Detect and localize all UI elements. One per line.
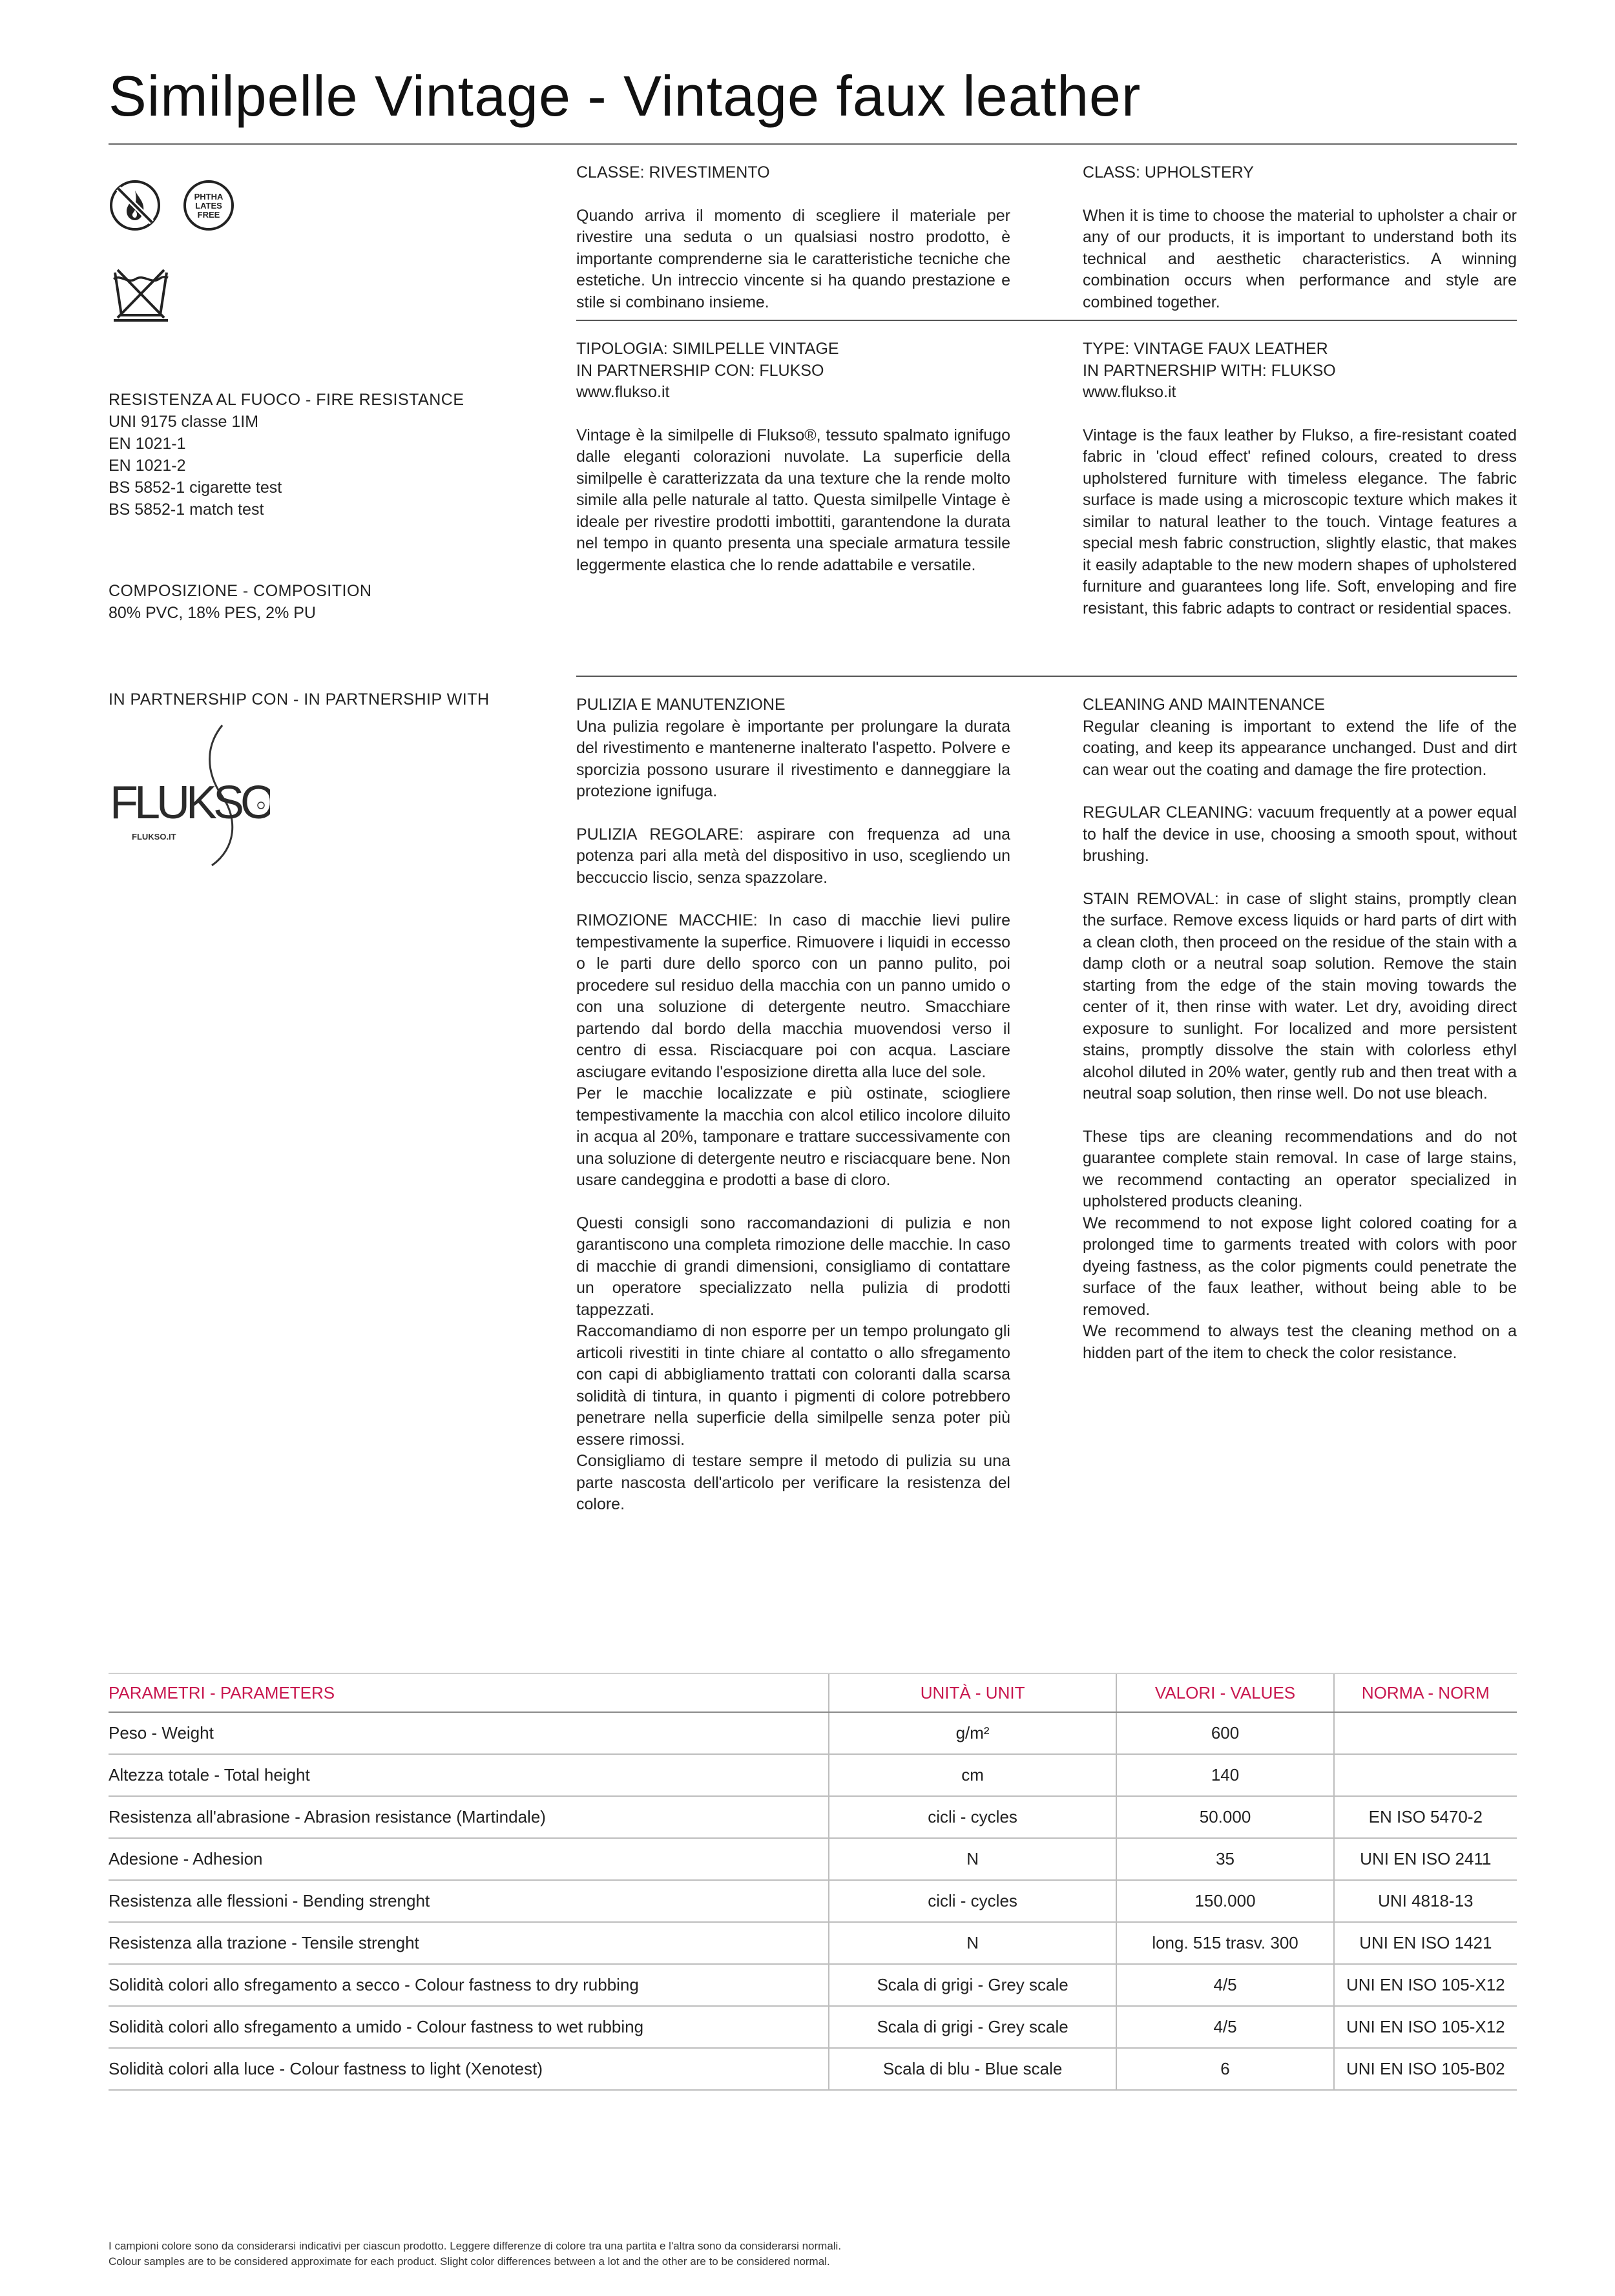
en-advice-text-2: We recommend to not expose light colored coating for a prolonged time to garments treated with colors with poor dyeing fastness, as the color pigments could penetrate the surface of the faux leather, without being able to be removed.	[1083, 1214, 1517, 1319]
it-cleaning-heading: PULIZIA E MANUTENZIONE	[576, 696, 786, 714]
param-value: 140	[1116, 1754, 1333, 1796]
phthalates-free-icon	[182, 179, 235, 232]
param-unit: cicli - cycles	[829, 1796, 1117, 1838]
header-norm: NORMA - NORM	[1334, 1673, 1517, 1712]
table-row	[109, 1796, 1517, 1838]
param-name: Resistenza all'abrasione - Abrasion resistance (Martindale)	[109, 1796, 829, 1838]
en-type-text: Vintage is the faux leather by Flukso, a fire-resistant coated fabric in 'cloud effect' refined colours, created to dress upholstered furniture with timeless elegance. The fabric surface is made using a microscopic texture which makes it similar to natural leather to the touch. Vintage features a special mesh fabric construction, slightly elastic, that makes it easily adaptable to the new modern shapes of upholstered furniture and guarantees long life. Soft, enveloping and fire resistant, this fabric adapts to contract or residential spaces.	[1083, 426, 1517, 617]
en-class-heading: CLASS: UPHOLSTERY	[1083, 163, 1254, 181]
param-norm: EN ISO 5470-2	[1334, 1796, 1517, 1838]
composition-value: 80% PVC, 18% PES, 2% PU	[109, 604, 316, 622]
param-norm	[1334, 1754, 1517, 1796]
param-unit: cm	[829, 1754, 1117, 1796]
table-row	[109, 1754, 1517, 1796]
partnership-label: IN PARTNERSHIP CON - IN PARTNERSHIP WITH	[109, 690, 490, 708]
fire-resistance-item: BS 5852-1 cigarette test	[109, 479, 282, 497]
footer-line-en: Colour samples are to be considered approximate for each product. Slight color differences between a lot and the other are to be considered normal.	[109, 2255, 830, 2268]
flukso-logo	[109, 720, 270, 869]
parameters-table	[109, 1673, 1517, 2091]
table-row	[109, 1712, 1517, 1754]
it-advice-text-3: Consigliamo di testare sempre il metodo di pulizia su una parte nascosta dell'articolo per verificare la resistenza del colore.	[576, 1452, 1010, 1513]
it-type-section	[576, 338, 1010, 576]
it-cleaning-section	[576, 694, 1010, 1516]
phthalates-line-2: LATES	[195, 201, 222, 211]
page-title: Similpelle Vintage - Vintage faux leather	[109, 64, 1141, 128]
fire-resistance-item: EN 1021-2	[109, 457, 186, 475]
fire-resistance-item: UNI 9175 classe 1IM	[109, 413, 259, 431]
composition-label: COMPOSIZIONE - COMPOSITION	[109, 582, 372, 600]
param-name: Altezza totale - Total height	[109, 1754, 829, 1796]
param-norm: UNI EN ISO 105-B02	[1334, 2048, 1517, 2090]
param-unit: Scala di grigi - Grey scale	[829, 2006, 1117, 2048]
fire-resistance-item: BS 5852-1 match test	[109, 501, 264, 519]
it-type-text: Vintage è la similpelle di Flukso®, tessuto spalmato ignifugo dalle eleganti colorazioni nuvolate. La superficie della similpelle è caratterizzata da una texture che la rende molto simile alla pelle naturale al tatto. Questa similpelle Vintage è ideale per rivestire prodotti imbottiti, garantendone la durata nel tempo in quanto presenta una speciale armatura tessile leggermente elastica che lo rende adattabile e versatile.	[576, 426, 1010, 574]
en-advice-text-3: We recommend to always test the cleaning method on a hidden part of the item to check the color resistance.	[1083, 1322, 1517, 1362]
header-values: VALORI - VALUES	[1116, 1673, 1333, 1712]
it-class-section	[576, 162, 1010, 313]
param-value: 150.000	[1116, 1880, 1333, 1922]
param-norm	[1334, 1712, 1517, 1754]
table-row	[109, 2006, 1517, 2048]
header-unit: UNITÀ - UNIT	[829, 1673, 1117, 1712]
param-name: Solidità colori alla luce - Colour fastness to light (Xenotest)	[109, 2048, 829, 2090]
it-class-heading: CLASSE: RIVESTIMENTO	[576, 163, 770, 181]
param-value: 4/5	[1116, 1964, 1333, 2006]
param-value: 4/5	[1116, 2006, 1333, 2048]
en-cleaning-text: Regular cleaning is important to extend the life of the coating, and keep its appearance unchanged. Dust and dirt can wear out the coating and damage the fire protection.	[1083, 717, 1517, 779]
section-divider	[576, 320, 1517, 321]
param-norm: UNI EN ISO 2411	[1334, 1838, 1517, 1880]
param-value: 600	[1116, 1712, 1333, 1754]
header-parameters: PARAMETRI - PARAMETERS	[109, 1673, 829, 1712]
param-value: long. 515 trasv. 300	[1116, 1922, 1333, 1964]
it-stain-text: RIMOZIONE MACCHIE: In caso di macchie lievi pulire tempestivamente la superfice. Rimuovere i liquidi in eccesso o le parti dure dello sporco con un panno pulito, poi procedere sul residuo della macchia con un panno umido o con una soluzione di detergente neutro. Smacchiare partendo dal bordo della macchia muovendosi verso il centro di essa. Risciacquare poi con acqua. Lasciare asciugare evitando l'esposizione diretta alla luce del sole.	[576, 911, 1010, 1081]
param-name: Peso - Weight	[109, 1712, 829, 1754]
table-header-row	[109, 1673, 1517, 1712]
section-divider	[576, 676, 1517, 677]
param-norm: UNI EN ISO 105-X12	[1334, 1964, 1517, 2006]
it-advice-text-2: Raccomandiamo di non esporre per un tempo prolungato gli articoli rivestiti in tinte chiare al contatto o allo sfregamento con capi di abbigliamento trattati con coloranti dalla scarsa solidità di tintura, in quanto i pigmenti di colore potrebbero penetrare nella superficie della similpelle senza poter più essere rimossi.	[576, 1322, 1010, 1449]
fire-resistance-item: EN 1021-1	[109, 435, 186, 453]
it-advice-text: Questi consigli sono raccomandazioni di pulizia e non garantiscono una completa rimozione delle macchie. In caso di macchie di grandi dimensioni, consigliamo di contattare un operatore specializzato nella pulizia di prodotti tappezzati.	[576, 1214, 1010, 1319]
fire-resistance-section	[109, 389, 464, 521]
en-type-heading-2: IN PARTNERSHIP WITH: FLUKSO	[1083, 361, 1336, 380]
param-name: Adesione - Adhesion	[109, 1838, 829, 1880]
fire-resistance-label: RESISTENZA AL FUOCO - FIRE RESISTANCE	[109, 391, 464, 409]
table-row	[109, 1964, 1517, 2006]
param-value: 50.000	[1116, 1796, 1333, 1838]
param-name: Solidità colori allo sfregamento a umido - Colour fastness to wet rubbing	[109, 2006, 829, 2048]
en-stain-text: STAIN REMOVAL: in case of slight stains, promptly clean the surface. Remove excess liquids or hard parts of dirt with a clean cloth, then proceed on the residue of the stain with a damp cloth or a neutral soap solution. Remove the stain starting from the edge of the stain moving towards the center of it, then rinse with water. Let dry, avoiding direct exposure to sunlight. For localized and more persistent stains, promptly dissolve the stain with colorless ethyl alcohol diluted in 20% water, gently rub and then treat with a neutral soap solution, then rinse well. Do not use bleach.	[1083, 889, 1517, 1102]
param-unit: N	[829, 1838, 1117, 1880]
param-unit: g/m²	[829, 1712, 1117, 1754]
param-name: Resistenza alle flessioni - Bending strenght	[109, 1880, 829, 1922]
param-norm: UNI 4818-13	[1334, 1880, 1517, 1922]
param-unit: Scala di grigi - Grey scale	[829, 1964, 1117, 2006]
en-cleaning-heading: CLEANING AND MAINTENANCE	[1083, 696, 1326, 714]
phthalates-line-3: FREE	[197, 210, 220, 220]
logo-url: FLUKSO.IT	[132, 832, 176, 842]
it-cleaning-text: Una pulizia regolare è importante per prolungare la durata del rivestimento e mantenerne inalterato l'aspetto. Polvere e sporcizia possono usurare il rivestimento e danneggiare la protezione ignifuga.	[576, 717, 1010, 800]
it-type-heading-2: IN PARTNERSHIP CON: FLUKSO	[576, 361, 824, 380]
param-norm: UNI EN ISO 105-X12	[1334, 2006, 1517, 2048]
partnership-section	[109, 688, 490, 710]
param-name: Resistenza alla trazione - Tensile strenght	[109, 1922, 829, 1964]
do-not-wash-icon	[109, 265, 173, 323]
en-type-heading-1: TYPE: VINTAGE FAUX LEATHER	[1083, 340, 1328, 358]
param-value: 35	[1116, 1838, 1333, 1880]
title-divider	[109, 143, 1517, 145]
footer-note	[109, 2239, 841, 2270]
fire-resistant-icon	[109, 179, 162, 232]
en-type-section	[1083, 338, 1517, 619]
param-value: 6	[1116, 2048, 1333, 2090]
composition-section	[109, 580, 371, 624]
table-row	[109, 2048, 1517, 2090]
en-class-text: When it is time to choose the material to upholster a chair or any of our products, it is important to understand both its technical and aesthetic characteristics. A winning combination occurs when performance and style are combined together.	[1083, 206, 1517, 311]
it-stain-text-2: Per le macchie localizzate e più ostinate, sciogliere tempestivamente la macchia con alcol etilico incolore diluito in acqua al 20%, tamponare e trattare successivamente con una soluzione di detergente neutro e risciacquare bene. Non usare candeggina e prodotti a base di cloro.	[576, 1084, 1010, 1189]
it-regular-text: PULIZIA REGOLARE: aspirare con frequenza ad una potenza pari alla metà del dispositivo in uso, scegliendo un beccuccio liscio, senza spazzolare.	[576, 825, 1010, 887]
param-name: Solidità colori allo sfregamento a secco - Colour fastness to dry rubbing	[109, 1964, 829, 2006]
table-row	[109, 1880, 1517, 1922]
en-class-section	[1083, 162, 1517, 313]
logo-text: FLUKSO	[110, 777, 270, 829]
table-row	[109, 1838, 1517, 1880]
footer-line-it: I campioni colore sono da considerarsi indicativi per ciascun prodotto. Leggere differenze di colore tra una partita e l'altra sono da considerarsi normali.	[109, 2240, 842, 2252]
table-row	[109, 1922, 1517, 1964]
param-norm: UNI EN ISO 1421	[1334, 1922, 1517, 1964]
en-advice-text: These tips are cleaning recommendations and do not guarantee complete stain removal. In case of large stains, we recommend contacting an operator specialized in upholstered products cleaning.	[1083, 1127, 1517, 1210]
param-unit: Scala di blu - Blue scale	[829, 2048, 1117, 2090]
phthalates-line-1: PHTHA	[194, 192, 224, 202]
en-type-url: www.flukso.it	[1083, 383, 1176, 401]
it-type-heading-1: TIPOLOGIA: SIMILPELLE VINTAGE	[576, 340, 839, 358]
param-unit: N	[829, 1922, 1117, 1964]
it-type-url: www.flukso.it	[576, 383, 670, 401]
it-class-text: Quando arriva il momento di scegliere il materiale per rivestire una seduta o un qualsiasi nostro prodotto, è importante comprenderne sia le caratteristiche tecniche che estetiche. Un intreccio vincente si ha quando prestazione e stile si combinano insieme.	[576, 206, 1010, 311]
en-regular-text: REGULAR CLEANING: vacuum frequently at a power equal to half the device in use, choosing a smooth spout, without brushing.	[1083, 803, 1517, 865]
en-cleaning-section	[1083, 694, 1517, 1364]
param-unit: cicli - cycles	[829, 1880, 1117, 1922]
